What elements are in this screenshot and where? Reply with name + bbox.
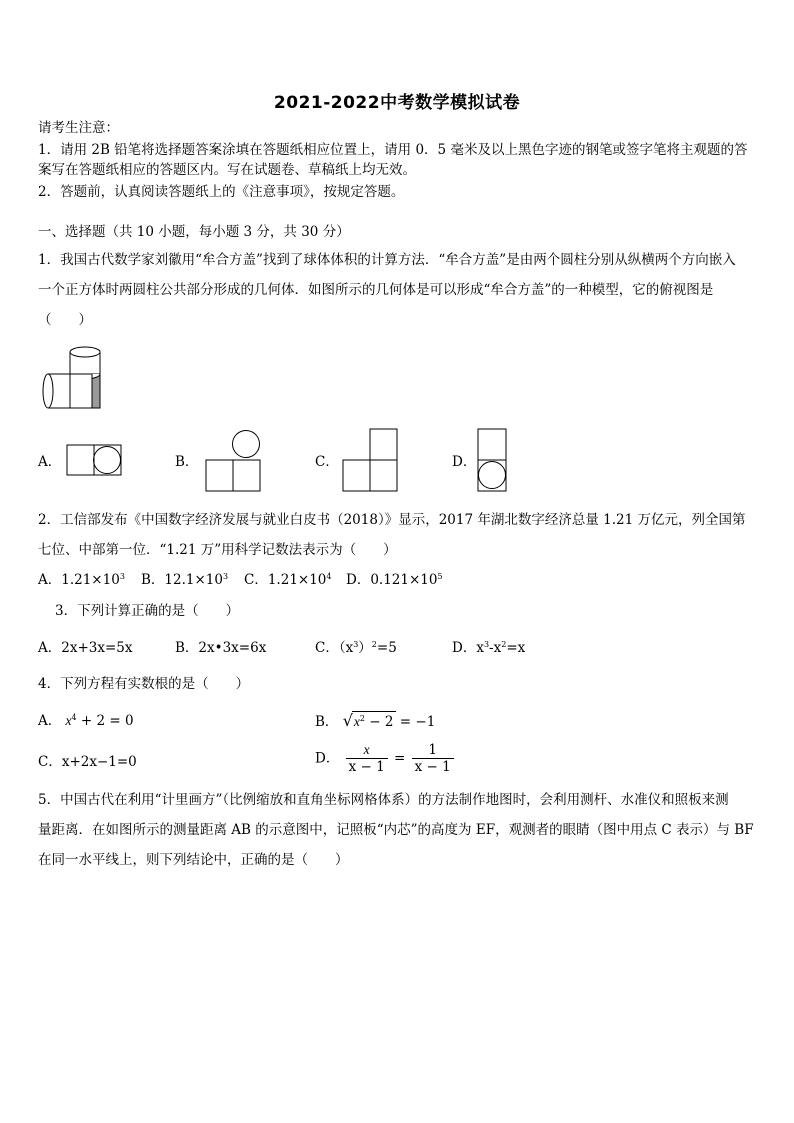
q1-line-2: 一个正方体时两圆柱公共部分形成的几何体．如图所示的几何体是可以形成“牟合方盖”的一种模型，它的俯视图是 bbox=[38, 282, 714, 298]
q3-option-c: C．$(x^3)^2=5$ bbox=[315, 640, 397, 656]
q3-stem: 3．下列计算正确的是（ ） bbox=[55, 603, 240, 619]
q2-option-d: D．$0.121\times 10^5$ bbox=[346, 572, 443, 588]
q5-line-3: 在同一水平线上，则下列结论中，正确的是（ ） bbox=[38, 852, 349, 868]
q1-solid-figure bbox=[40, 344, 104, 412]
q1-line-3: （ ） bbox=[38, 312, 92, 328]
q3-option-b: B．2x•3x=6x bbox=[175, 640, 267, 656]
q4-option-b: B． $√x^2 - 2 = -1$ bbox=[315, 711, 436, 730]
q2-option-a: A．$1.21\times 10^3$ bbox=[38, 572, 125, 588]
q3-option-a: A．2x+3x=5x bbox=[38, 640, 133, 656]
q1-option-d-figure bbox=[477, 428, 509, 494]
section-heading: 一、选择题（共 10 小题，每小题 3 分，共 30 分） bbox=[38, 224, 350, 240]
q1-line-1: 1．我国古代数学家刘徽用“牟合方盖”找到了球体体积的计算方法．“牟合方盖”是由两个圆柱分别从纵横两个方向嵌入 bbox=[38, 252, 736, 268]
q5-line-2: 量距离．在如图所示的测量距离 AB 的示意图中，记照板“内芯”的高度为 EF，观测者的眼睛（图中用点 C 表示）与 BF bbox=[38, 822, 754, 838]
q1-option-c-figure bbox=[342, 428, 398, 494]
q2-line-2: 七位、中部第一位．“1.21 万”用科学记数法表示为（ ） bbox=[38, 542, 397, 558]
q4-option-c: C．x+2x−1=0 bbox=[38, 754, 137, 770]
page-title: 2021-2022中考数学模拟试卷 bbox=[273, 93, 521, 113]
q1-option-b-label: B． bbox=[175, 454, 199, 470]
q1-option-c-label: C． bbox=[315, 454, 339, 470]
q1-option-a-figure bbox=[66, 444, 122, 478]
notice-item-2: 2．答题前，认真阅读答题纸上的《注意事项》，按规定答题。 bbox=[38, 184, 405, 200]
notice-heading: 请考生注意： bbox=[38, 120, 119, 136]
q2-line-1: 2．工信部发布《中国数字经济发展与就业白皮书（2018）》显示，2017 年湖北数字经济总量 1.21 万亿元，列全国第 bbox=[38, 512, 746, 528]
q4-option-d: D． $\frac{x}{x - 1}$ = $\frac{1}{x - 1}$ bbox=[315, 742, 456, 775]
q2-option-c: C．$1.21\times 10^4$ bbox=[244, 572, 332, 588]
q4-stem: 4．下列方程有实数根的是（ ） bbox=[38, 676, 250, 692]
q1-option-b-figure bbox=[205, 428, 261, 494]
q2-option-b: B．$12.1\times 10^3$ bbox=[141, 572, 229, 588]
q4-option-a: A． $x^4 + 2 = 0$ bbox=[38, 713, 134, 729]
notice-item-1-line-1: 1．请用 2B 铅笔将选择题答案涂填在答题纸相应位置上，请用 0．5 毫米及以上黑色字迹的钢笔或签字笔将主观题的答 bbox=[38, 142, 748, 158]
q1-option-d-label: D． bbox=[452, 454, 477, 470]
notice-item-1-line-2: 案写在答题纸相应的答题区内。写在试题卷、草稿纸上均无效。 bbox=[38, 162, 416, 178]
q3-option-d: D．$x^3-x^2=x$ bbox=[452, 640, 526, 656]
q5-line-1: 5．中国古代在利用“计里画方”（比例缩放和直角坐标网格体系）的方法制作地图时，会利用测杆、水准仪和照板来测 bbox=[38, 792, 729, 808]
q1-option-a-label: A． bbox=[38, 454, 62, 470]
